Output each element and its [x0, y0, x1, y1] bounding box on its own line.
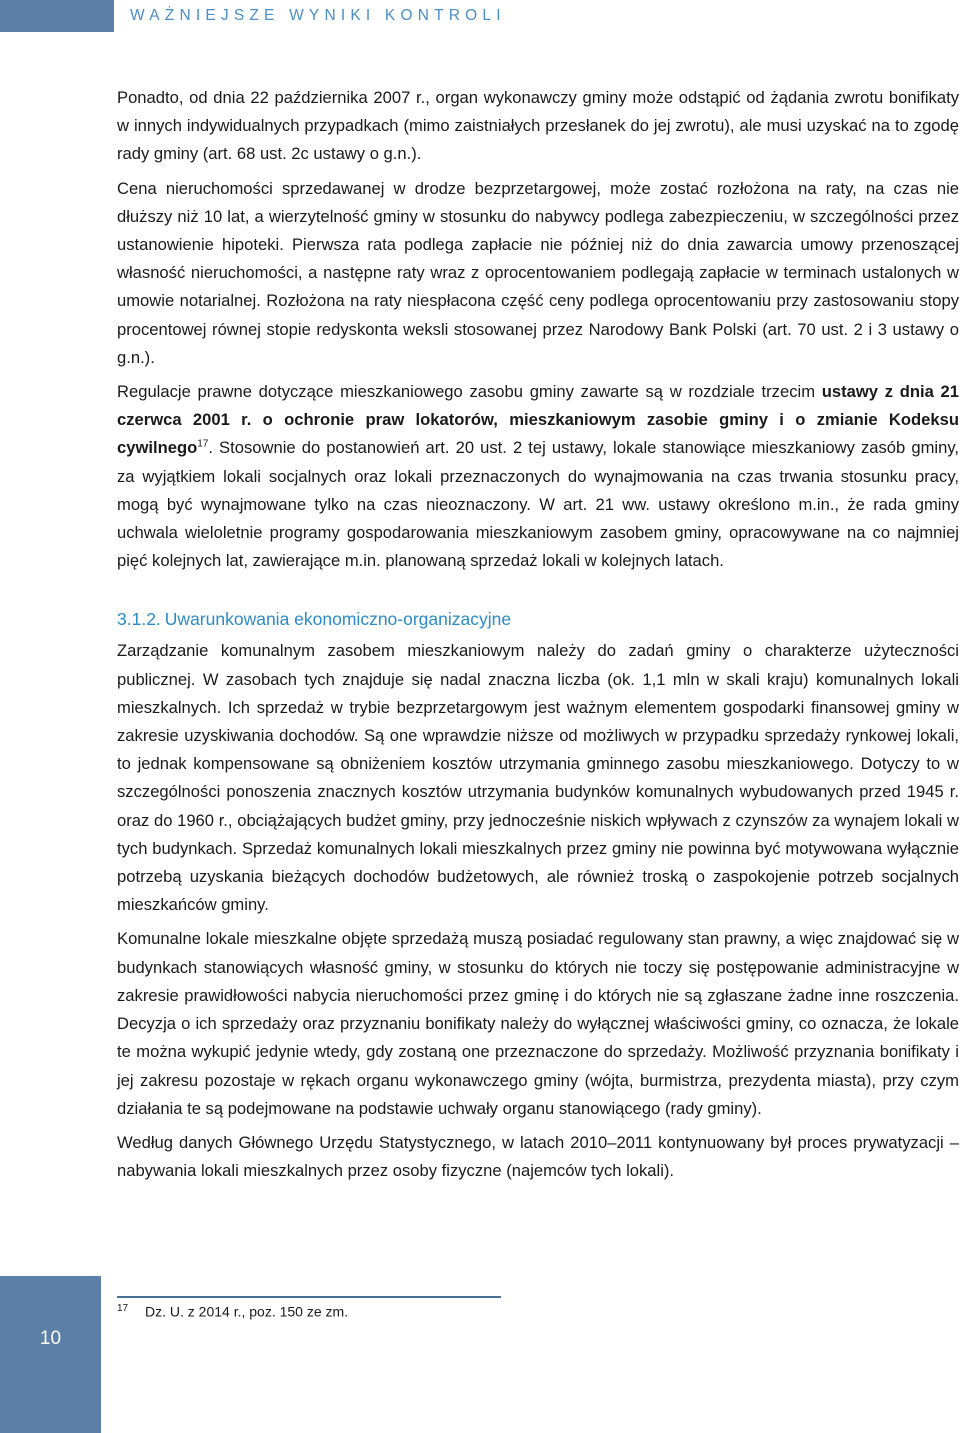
- footnote-ref: 17: [197, 438, 209, 450]
- paragraph-lokale: Komunalne lokale mieszkalne objęte sprzedażą muszą posiadać regulowany stan prawny, a więc znajdować się w budynkach stanowiących własność gminy, w stosunku do których nie toczy się postępowanie administracyjne w zakresie prawidłowości nabycia nieruchomości przez gminę i do których nie są zgłaszane żadne inne roszczenia. Decyzja o ich sprzedaży oraz przyznaniu bonifikaty należy do wyłącznej właściwości gminy, co oznacza, że lokale te można wykupić jedynie wtedy, gdy zostaną one przeznaczone do sprzedaży. Możliwość przyznania bonifikaty i jej zakresu pozostaje w rękach organu wykonawczego gminy (wójta, burmistrza, prezydenta miasta), przy czym działania te są podejmowane na podstawie uchwały organu stanowiącego (rady gminy).: [117, 929, 959, 1118]
- paragraph-bonifikata: Ponadto, od dnia 22 października 2007 r., organ wykonawczy gminy może odstąpić od żądania zwrotu bonifikaty w innych indywidualnych przypadkach (mimo zaistniałych przesłanek do jej zwrotu), ale musi uzyskać na to zgodę rady gminy (art. 68 ust. 2c ustawy o g.n.).: [117, 88, 959, 164]
- footnote-number: 17: [117, 1303, 129, 1314]
- text-span: . Stosownie do postanowień art. 20 ust. 2 tej ustawy, lokale stanowiące mieszkaniowy zasób gminy, za wyjątkiem lokali socjalnych oraz lokali przeznaczonych do wynajmowania na czas trwania stosunku pracy, mogą być wynajmowane tylko na czas nieoznaczony. W art. 21 ww. ustawy określono m.in., że rada gminy uchwala wieloletnie programy gospodarowania mieszkaniowym zasobem gminy, opracowywane na co najmniej pięć kolejnych lat, zawierające m.in. planowaną sprzedaż lokali w kolejnych latach.: [117, 438, 959, 571]
- section-number: 3.1.2.: [117, 609, 161, 630]
- footnote-text: Dz. U. z 2014 r., poz. 150 ze zm.: [145, 1303, 349, 1320]
- page-number-box: [0, 1276, 101, 1433]
- main-content: [117, 84, 959, 1185]
- text-span: Regulacje prawne dotyczące mieszkaniowego zasobu gminy zawarte są w rozdziale trzecim: [117, 382, 822, 402]
- section-title: Uwarunkowania ekonomiczno-organizacyjne: [164, 609, 512, 630]
- running-header: WAŻNIEJSZE WYNIKI KONTROLI: [130, 7, 506, 24]
- paragraph-regulacje: [117, 378, 959, 575]
- section-heading: [117, 605, 959, 633]
- page-number: 10: [39, 1328, 62, 1349]
- paragraph-raty: Cena nieruchomości sprzedawanej w drodze bezprzetargowej, może zostać rozłożona na raty, na czas nie dłuższy niż 10 lat, a wierzytelność gminy w stosunku do nabywcy podlega zabezpieczeniu, w szczególności przez ustanowienie hipoteki. Pierwsza rata podlega zapłacie nie później niż do dnia zawarcia umowy przenoszącej własność nieruchomości, a następne raty wraz z oprocentowaniem podlegają zapłacie w terminach ustalonych w umowie notarialnej. Rozłożona na raty niespłacona część ceny podlega oprocentowaniu przy zastosowaniu stopy procentowej równej stopie redyskonta weksli stosowanej przez Narodowy Bank Polski (art. 70 ust. 2 i 3 ustawy o g.n.).: [117, 178, 959, 367]
- law-title: ustawy z dnia 21 czerwca 2001 r. o ochronie praw lokatorów, mieszkaniowym zasobie gminy i o zmianie Kodeksu cywilnego: [117, 382, 960, 458]
- paragraph-zarzadzanie: Zarządzanie komunalnym zasobem mieszkaniowym należy do zadań gminy o charakterze użyteczności publicznej. W zasobach tych znajduje się nadal znaczna liczba (ok. 1,1 mln w skali kraju) komunalnych lokali mieszkalnych. Ich sprzedaż w trybie bezprzetargowym jest ważnym elementem gospodarki finansowej gminy w zakresie uzyskiwania dochodów. Są one wprawdzie niższe od możliwych w przypadku sprzedaży rynkowej lokali, to jednak kompensowane są obniżeniem kosztów utrzymania gminnego zasobu mieszkaniowego. Dotyczy to w szczególności ponoszenia znacznych kosztów utrzymania budynków komunalnych wybudowanych przed 1945 r. oraz do 1960 r., obciążających budżet gminy, przy jednocześnie niskich wpływach z czynszów za wynajem lokali w tych budynkach. Sprzedaż komunalnych lokali mieszkalnych przez gminy nie powinna być motywowana wyłącznie potrzebą uzyskania bieżących dochodów budżetowych, ale również troską o zaspokojenie potrzeb socjalnych mieszkańców gminy.: [117, 641, 959, 915]
- footnote: [117, 1303, 348, 1320]
- footnote-divider: [117, 1296, 501, 1298]
- header-color-bar: [0, 0, 114, 32]
- paragraph-gus: Według danych Głównego Urzędu Statystycznego, w latach 2010–2011 kontynuowany był proces prywatyzacji – nabywania lokali mieszkalnych przez osoby fizyczne (najemców tych lokali).: [117, 1132, 959, 1181]
